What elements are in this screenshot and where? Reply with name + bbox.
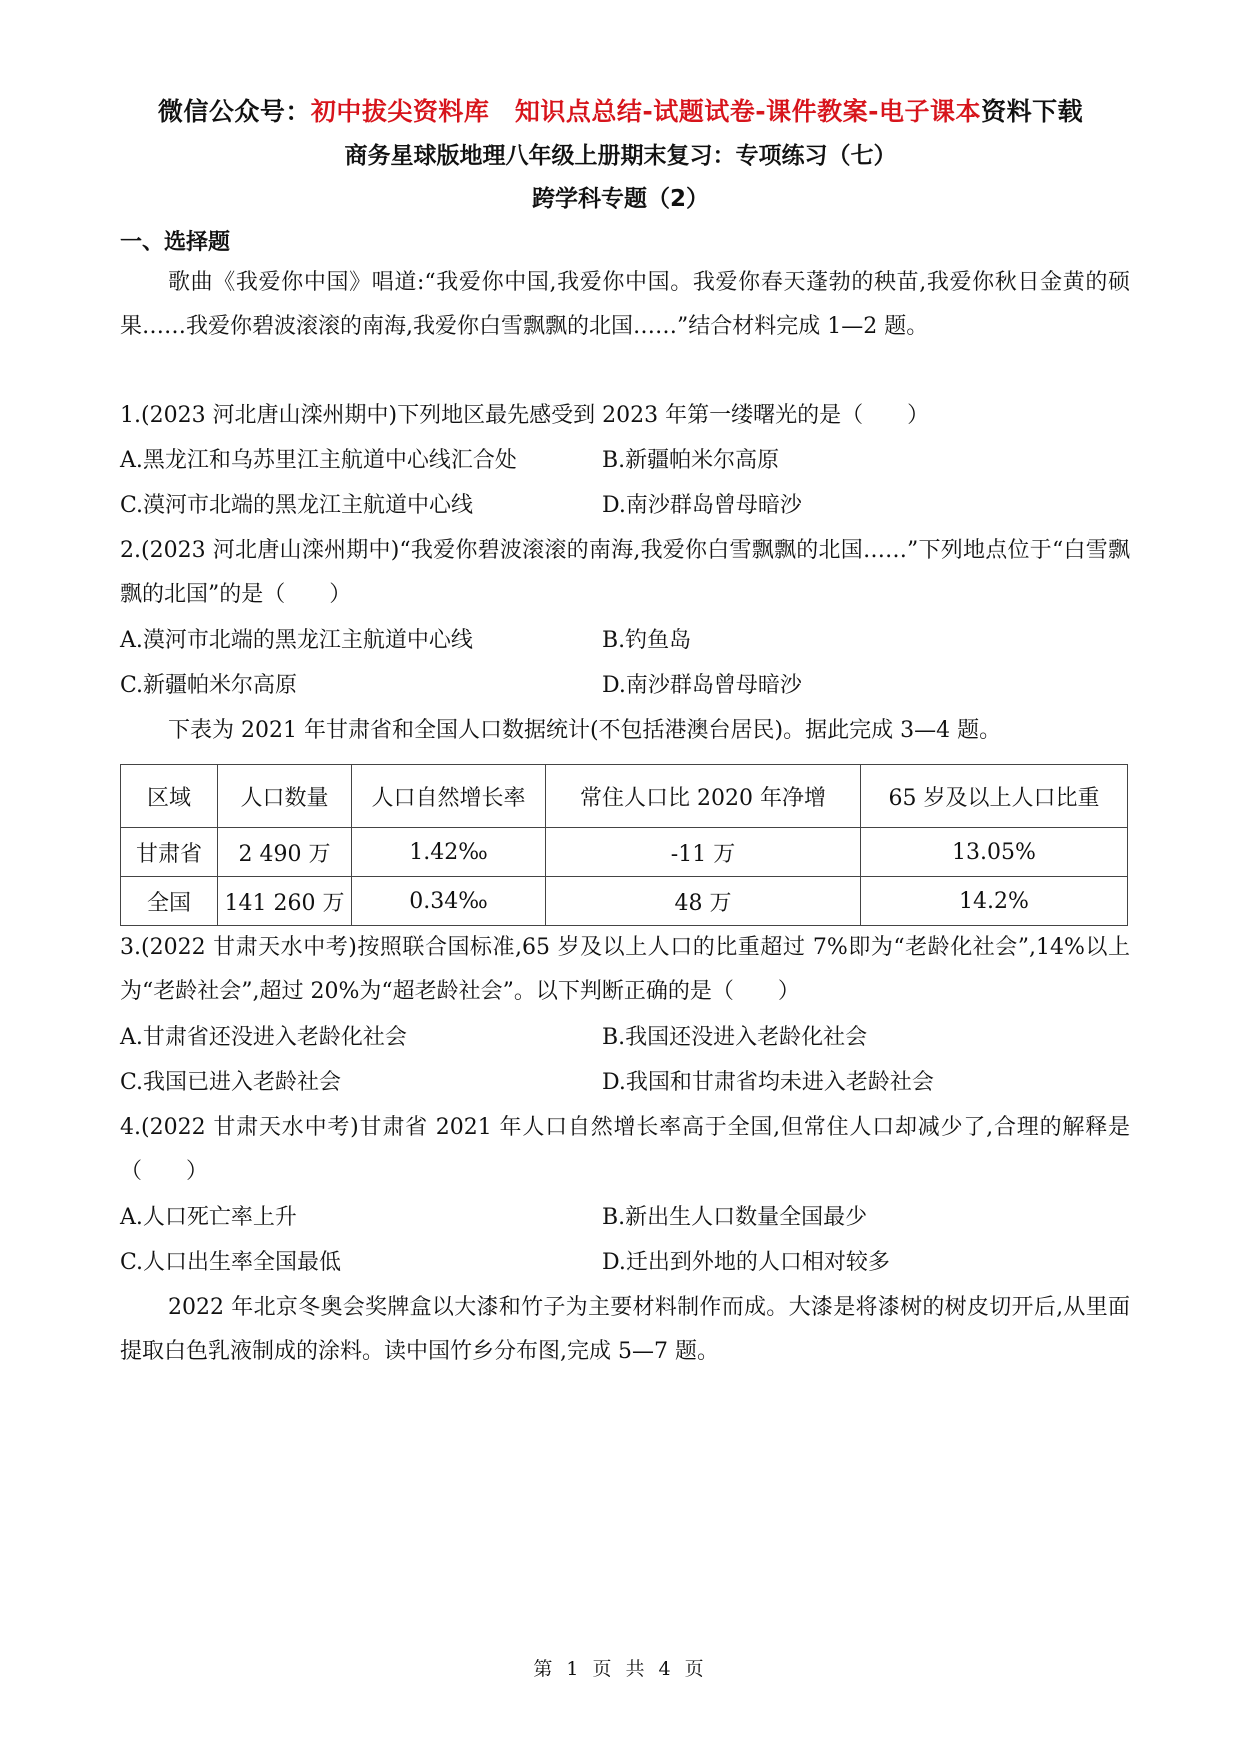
table-header-cell: 65 岁及以上人口比重 <box>861 765 1128 828</box>
question-4-option-a: A.人口死亡率上升 <box>120 1205 297 1230</box>
question-3-option-c: C.我国已进入老龄社会 <box>120 1070 342 1095</box>
question-4-stem: 4.(2022 甘肃天水中考)甘肃省 2021 年人口自然增长率高于全国,但常住人口却减少了,合理的解释是（ ） <box>120 1115 1130 1184</box>
table-header-row <box>121 765 1128 828</box>
banner-highlight: 初中拔尖资料库 知识点总结-试题试卷-课件教案-电子课本 <box>310 97 982 126</box>
table-cell: 48 万 <box>546 877 861 926</box>
table-header-cell: 区域 <box>121 765 218 828</box>
question-1-option-c: C.漠河市北端的黑龙江主航道中心线 <box>120 493 474 518</box>
intro-song: 歌曲《我爱你中国》唱道:“我爱你中国,我爱你中国。我爱你春天蓬勃的秧苗,我爱你秋日金黄的硕果……我爱你碧波滚滚的南海,我爱你白雪飘飘的北国……”结合材料完成 1—2 题。 <box>120 270 1130 339</box>
question-2-option-a: A.漠河市北端的黑龙江主航道中心线 <box>120 628 473 653</box>
table-header-cell: 人口数量 <box>218 765 352 828</box>
question-1-stem: 1.(2023 河北唐山滦州期中)下列地区最先感受到 2023 年第一缕曙光的是（ ） <box>120 403 930 428</box>
question-2-option-d: D.南沙群岛曾母暗沙 <box>602 673 802 698</box>
question-4-option-b: B.新出生人口数量全国最少 <box>602 1205 868 1230</box>
intro-bamboo: 2022 年北京冬奥会奖牌盒以大漆和竹子为主要材料制作而成。大漆是将漆树的树皮切开后,从里面提取白色乳液制成的涂料。读中国竹乡分布图,完成 5—7 题。 <box>120 1295 1130 1364</box>
banner-prefix: 微信公众号： <box>157 97 311 126</box>
table-row <box>121 828 1128 877</box>
question-2-stem: 2.(2023 河北唐山滦州期中)“我爱你碧波滚滚的南海,我爱你白雪飘飘的北国……”下列地点位于“白雪飘飘的北国”的是（ ） <box>120 538 1130 607</box>
table-cell: 全国 <box>121 877 218 926</box>
table-header-cell: 人口自然增长率 <box>352 765 546 828</box>
banner-suffix: 资料下载 <box>981 97 1084 126</box>
question-2-option-c: C.新疆帕米尔高原 <box>120 673 298 698</box>
question-1-option-b: B.新疆帕米尔高原 <box>602 448 780 473</box>
question-4-option-d: D.迁出到外地的人口相对较多 <box>602 1250 890 1275</box>
question-3-option-b: B.我国还没进入老龄化社会 <box>602 1025 868 1050</box>
table-cell: 2 490 万 <box>218 828 352 877</box>
question-3-stem: 3.(2022 甘肃天水中考)按照联合国标准,65 岁及以上人口的比重超过 7%即为“老龄化社会”,14%以上为“老龄社会”,超过 20%为“超老龄社会”。以下判断正确的是（ ） <box>120 935 1130 1004</box>
table-cell: 甘肃省 <box>121 828 218 877</box>
question-3-option-d: D.我国和甘肃省均未进入老龄社会 <box>602 1070 934 1095</box>
question-2-option-b: B.钓鱼岛 <box>602 628 692 653</box>
question-1-option-a: A.黑龙江和乌苏里江主航道中心线汇合处 <box>120 448 517 473</box>
table-row <box>121 877 1128 926</box>
page-title: 商务星球版地理八年级上册期末复习：专项练习（七） <box>344 143 897 169</box>
question-3-option-a: A.甘肃省还没进入老龄化社会 <box>120 1025 407 1050</box>
table-cell: 0.34‰ <box>352 877 546 926</box>
table-cell: 141 260 万 <box>218 877 352 926</box>
table-cell: 14.2% <box>861 877 1128 926</box>
population-table <box>120 764 1128 926</box>
table-header-cell: 常住人口比 2020 年净增 <box>546 765 861 828</box>
page-footer: 第 1 页 共 4 页 <box>533 1658 708 1680</box>
table-cell: -11 万 <box>546 828 861 877</box>
intro-table: 下表为 2021 年甘肃省和全国人口数据统计(不包括港澳台居民)。据此完成 3—4 题。 <box>168 718 1002 743</box>
page-subtitle: 跨学科专题（2） <box>531 186 709 212</box>
wechat-banner <box>0 92 1241 128</box>
question-1-option-d: D.南沙群岛曾母暗沙 <box>602 493 802 518</box>
question-4-option-c: C.人口出生率全国最低 <box>120 1250 342 1275</box>
table-cell: 13.05% <box>861 828 1128 877</box>
section-heading: 一、选择题 <box>120 230 231 255</box>
table-cell: 1.42‰ <box>352 828 546 877</box>
